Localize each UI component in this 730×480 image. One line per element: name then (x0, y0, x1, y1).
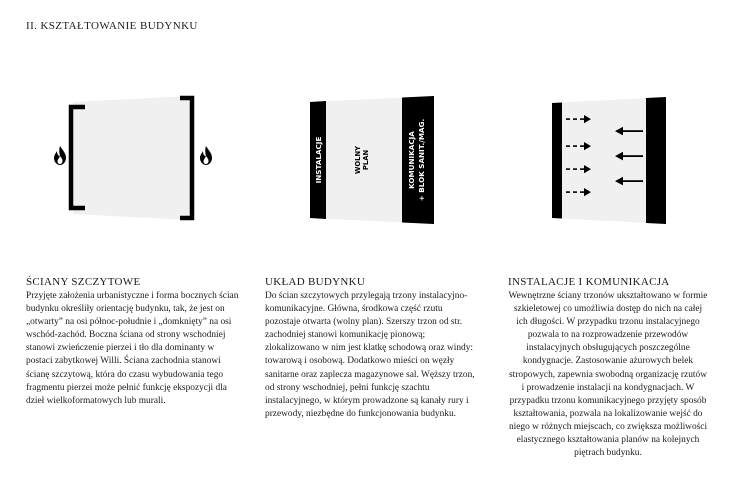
komunikacja-label: KOMUNIKACJA (407, 131, 416, 189)
section-heading: UKŁAD BUDYNKU (265, 276, 366, 288)
fire-icon (54, 146, 66, 165)
section-text: Przyjęte założenia urbanistyczne i forma bocznych ścian budynku określiły orientację budynku, tak, że jest on „otwarty” na osi północ-południe i „domknięty” na osi wschód-zachód. Boczna ściana od strony wschodniej stanowi zwieńczenie pierzei i tło dla dominanty w postaci zabytkowej Willi. Ściana zachodnia stanowi ścianę szczytową, która do czasu wybudowania tego fragmentu pierzei może pełnić funkcję ekspozycji dla dzieł wielkoformatowych lub murali. (26, 291, 239, 406)
communication-core (646, 97, 666, 224)
section-end-walls (26, 276, 241, 408)
diagram-installations (540, 94, 690, 230)
diagram-end-walls (40, 88, 230, 238)
fire-icon (200, 146, 212, 165)
building-panel (73, 96, 190, 220)
section-installations (508, 276, 708, 460)
installation-shaft (552, 103, 562, 219)
section-heading: INSTALACJE I KOMUNIKACJA (508, 276, 670, 288)
diagram-building-layout (300, 94, 450, 230)
instalacje-label: INSTALACJE (314, 136, 323, 184)
section-text: Wewnętrzne ściany trzonów ukształtowano w formie szkieletowej co umożliwia dostęp do nich na całej ich długości. W przypadku trzonu instalacyjnego pozwala to na rozprowadzenie przewodów instalacyjnych obsługujących poszczególne kondygnacje. Zastosowanie ażurowych belek stropowych, zapewnia swobodną organizację rzutów i prowadzenie instalacji na kondygnacjach. W przypadku trzonu komunikacyjnego przyjęty sposób kształtowania, pozwala na lokalizowanie wejść do niego w różnych miejscach, co zwiększa możliwości elastycznego kształtowania planów na kolejnych piętrach budynku. (508, 291, 708, 459)
wolny-label: WOLNY (354, 145, 362, 175)
plan-label: PLAN (362, 149, 370, 171)
section-text: Do ścian szczytowych przylegają trzony instalacyjno-komunikacyjne. Główna, środkowa część rzutu pozostaje otwarta (wolny plan). Szerszy trzon od str. zachodniej stanowi komunikację pionową; zlokalizowano w nim jest klatkę schodową oraz windy: towarową i osobową. Dodatkowo mieści on węzły sanitarne oraz zaplecza magazynowe sal. Węższy trzon, od strony wschodniej, pełni funkcję szachtu instalacyjnego, w którym prowadzone są kanały rury i przewody, niezbędne do funkcjonowania budynku. (265, 291, 475, 419)
page-title: II. KSZTAŁTOWANIE BUDYNKU (26, 20, 198, 32)
blok-sanit-label: + BLOK SANIT./MAG. (417, 118, 426, 202)
section-heading: ŚCIANY SZCZYTOWE (26, 276, 141, 288)
section-building-layout (265, 276, 477, 421)
